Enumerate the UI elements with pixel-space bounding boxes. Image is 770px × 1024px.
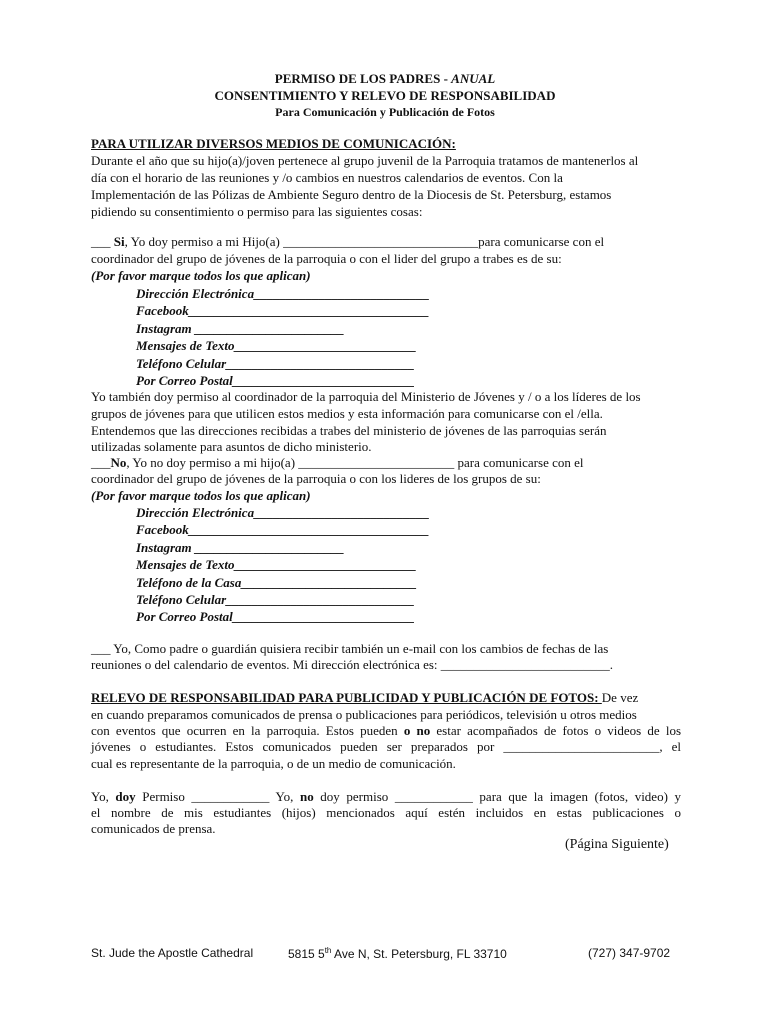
no-permission-line (91, 455, 584, 471)
footer-address-sup: th (324, 946, 332, 955)
intro-line: Implementación de las Pólizas de Ambiente Seguro dentro de la Diocesis de St. Petersburg, estamos (91, 187, 612, 202)
intro-line: pidiendo su consentimiento o permiso para las siguientes cosas: (91, 204, 423, 219)
section-heading-media: PARA UTILIZAR DIVERSOS MEDIOS DE COMUNICACIÓN: (91, 136, 456, 151)
footer-address (288, 946, 507, 961)
yes-option-cell[interactable]: Teléfono Celular_____________________________ (136, 356, 415, 371)
yes-label: Si (113, 234, 125, 249)
yes-permission-line (91, 234, 604, 250)
title-annual: ANUAL (451, 71, 496, 86)
yes-after-line: utilizadas solamente para asuntos de dicho ministerio. (91, 439, 372, 454)
photo-permit-line: el nombre de mis estudiantes (hijos) mencionados aquí estén incluidos en estas publicaciones o (91, 805, 681, 820)
yes-after-line: Entendemos que las direcciones recibidas a trabes del ministerio de jóvenes de las parroquias serán (91, 423, 607, 438)
title-main: PERMISO DE LOS PADRES - (274, 71, 452, 86)
release-text: con eventos que ocurren en la parroquia. Estos pueden (91, 723, 404, 738)
no-instruction: (Por favor marque todos los que aplican) (91, 488, 311, 503)
yes-after-line: grupos de jóvenes para que utilicen estos medios y esta información para comunicarse con el /ella. (91, 406, 603, 421)
yes-option-mail[interactable]: Por Correo Postal____________________________ (136, 373, 415, 388)
no-option-facebook[interactable]: Facebook_____________________________________ (136, 522, 430, 537)
footer-parish: St. Jude the Apostle Cathedral (91, 946, 254, 960)
no-option-cell[interactable]: Teléfono Celular_____________________________ (136, 592, 415, 607)
no-option-home-phone[interactable]: Teléfono de la Casa___________________________ (136, 575, 417, 590)
no-option-text[interactable]: Mensajes de Texto____________________________ (136, 557, 417, 572)
yes-option-email[interactable]: Dirección Electrónica___________________________ (136, 286, 430, 301)
permit-text: doy permiso ____________ para que la imagen (fotos, video) y (313, 789, 681, 804)
no-option-mail[interactable]: Por Correo Postal____________________________ (136, 609, 415, 624)
permit-text: Yo, (91, 789, 116, 804)
no-checkbox-blank[interactable]: ___ (91, 455, 111, 470)
release-line (91, 723, 681, 739)
email-option-line[interactable]: reuniones o del calendario de eventos. Mi dirección electrónica es: __________________________. (91, 657, 614, 672)
no-option-email[interactable]: Dirección Electrónica___________________________ (136, 505, 430, 520)
release-line: en cuando preparamos comunicados de prensa o publicaciones para periódicos, televisión u otros medios (91, 707, 637, 722)
footer-address-number: 5815 5 (288, 947, 325, 961)
intro-line: Durante el año que su hijo(a)/joven pertenece al grupo juvenil de la Parroquia tratamos de mantenerlos al (91, 153, 639, 168)
footer-phone: (727) 347-9702 (588, 946, 671, 960)
no-line-2: coordinador del grupo de jóvenes de la parroquia o con los lideres de los grupos de su: (91, 471, 541, 486)
release-text: estar acompañados de fotos o videos de los (430, 723, 681, 738)
release-heading-tail: De vez (601, 690, 639, 705)
yes-option-facebook[interactable]: Facebook_____________________________________ (136, 303, 430, 318)
photo-permit-line (91, 789, 681, 805)
yes-option-instagram[interactable]: Instagram _______________________ (136, 321, 345, 336)
intro-line: día con el horario de las reuniones y /o cambios en nuestros calendarios de eventos. Con la (91, 170, 563, 185)
release-heading: RELEVO DE RESPONSABILIDAD PARA PUBLICIDAD Y PUBLICACIÓN DE FOTOS: (91, 690, 602, 705)
footer-address-rest: Ave N, St. Petersburg, FL 33710 (331, 947, 507, 961)
permit-not: no (299, 789, 314, 804)
permit-text: Permiso ____________ Yo, (135, 789, 300, 804)
document-title (0, 71, 770, 87)
document-subtitle: CONSENTIMIENTO Y RELEVO DE RESPONSABILIDAD (214, 88, 556, 103)
photo-permit-line: comunicados de prensa. (91, 821, 216, 836)
release-line: cual es representante de la parroquia, o de un medio de comunicación. (91, 756, 456, 771)
email-option-line[interactable]: ___ Yo, Como padre o guardián quisiera recibir también un e-mail con los cambios de fechas de las (91, 641, 609, 656)
release-or-not: o no (403, 723, 431, 738)
yes-instruction: (Por favor marque todos los que aplican) (91, 268, 311, 283)
no-text: , Yo no doy permiso a mi hijo(a) ________________________ para comunicarse con el (126, 455, 584, 470)
release-line: jóvenes o estudiantes. Estos comunicados pueden ser preparados por ________________________, el (91, 739, 681, 754)
document-tagline: Para Comunicación y Publicación de Fotos (275, 105, 495, 119)
yes-text: , Yo doy permiso a mi Hijo(a) ______________________________para comunicarse con el (124, 234, 605, 249)
section-heading-release (91, 690, 638, 706)
permit-give: doy (115, 789, 136, 804)
yes-after-line: Yo también doy permiso al coordinador de la parroquia del Ministerio de Jóvenes y / o a los líderes de los (91, 389, 641, 404)
yes-option-text[interactable]: Mensajes de Texto____________________________ (136, 338, 417, 353)
yes-line-2: coordinador del grupo de jóvenes de la parroquia o con el lider del grupo a trabes es de su: (91, 251, 562, 266)
no-label: No (110, 455, 127, 470)
next-page-note: (Página Siguiente) (565, 837, 669, 852)
no-option-instagram[interactable]: Instagram _______________________ (136, 540, 345, 555)
yes-checkbox-blank[interactable]: ___ (91, 234, 114, 249)
